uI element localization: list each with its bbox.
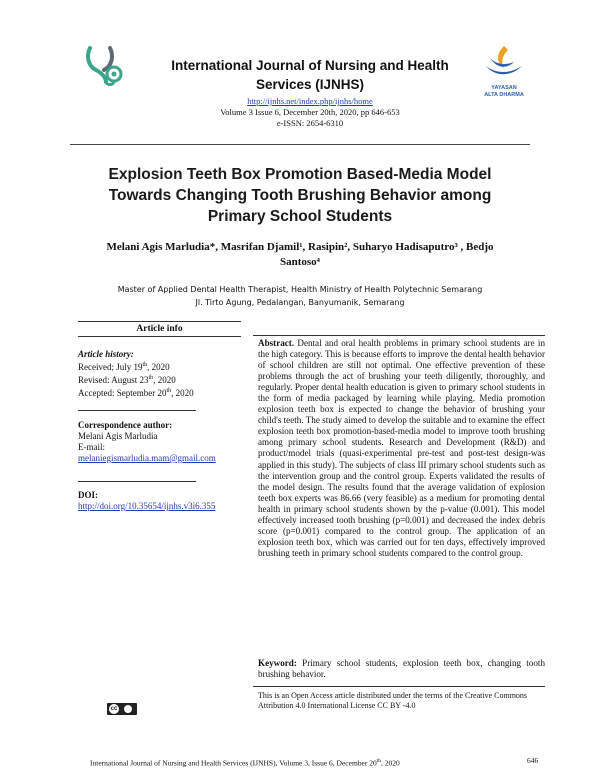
abstract-label: Abstract. [258,338,295,348]
by-icon [124,705,132,713]
email-label: E-mail: [78,442,105,452]
journal-issn: e-ISSN: 2654-6310 [276,118,344,128]
publisher-logo-text: YAYASAN ALTA DHARMA [484,85,524,98]
revised-date: Revised: August 23th, 2020 [78,375,176,385]
correspondence-name: Melani Agis Marludia [78,431,158,441]
correspondence-block [78,420,253,464]
cc-license-badge[interactable] [107,703,137,715]
accepted-date: Accepted: September 20th, 2020 [78,388,194,398]
keywords-label: Keyword: [258,658,297,668]
affiliation-line-2: Jl. Tirto Agung, Pedalangan, Banyumanik, Semarang [195,298,405,307]
cc-icon: cc [110,706,118,712]
journal-meta [160,96,460,129]
journal-volume-line: Volume 3 Issue 6, December 20th, 2020, pp 646-653 [220,107,400,117]
journal-title: International Journal of Nursing and Health Services (IJNHS) [171,58,449,92]
info-divider-1 [78,410,196,411]
keywords-divider [253,686,545,687]
journal-url-link[interactable]: http://ijnhs.net/index.php/ijnhs/home [247,96,373,106]
abstract-top-divider [253,335,545,336]
received-date: Received; July 19th, 2020 [78,362,170,372]
doi-link[interactable]: http://doi.org/10.35654/ijnhs.v3i6.355 [78,501,216,511]
article-history [78,349,253,399]
info-divider-2 [78,481,196,482]
license-text: This is an Open Access article distributed under the terms of the Creative Commons Attribution 4.0 International License CC BY -4.0 [258,691,528,710]
affiliation-line-1: Master of Applied Dental Health Therapist, Health Ministry of Health Polytechnic Semarang [117,285,483,294]
flame-icon [474,44,534,80]
paper-title: Explosion Teeth Box Promotion Based-Media Model Towards Changing Tooth Brushing Behavior among Primary School Students [108,166,492,225]
paper-affiliation [85,283,515,309]
doi-label: DOI: [78,490,98,500]
header-divider [70,144,530,145]
abstract-block [258,338,545,559]
page-number: 646 [527,756,539,765]
publisher-logo [474,44,534,102]
correspondence-label: Correspondence author: [78,420,173,430]
keywords-block [258,658,545,680]
email-link[interactable]: melaniegismarludia.mam@gmail.com [78,453,216,463]
article-info-heading: Article info [78,321,241,337]
abstract-text: Dental and oral health problems in primary school students are in the high category. This is because efforts to improve the dental health behavior of school children are still not optimal. One effective prevention of these problems through the act of brushing your teeth diligently, thoroughly, and regularly. Proper dental health education is given to primary school students in the form of media packaged by learning while playing. Media promotion explosion teeth box is expected to change the behavior of brushing your child's teeth. The study aimed to develop the suitable and to examine the effect explosion teeth box promotion-based-media model to improve tooth brushing among primary school students. Research and Development (R&D) and product/model trials (quasi-experimental pre-test and post-test design-was applied in this study). The subjects of class III primary school students such as the intervention group and the control group. Experts validated the results of the model design. The results found that the average validation of explosion teeth box experts was 86.66 (very feasible) as a medium for promoting dental health in primary school students shown by the p-value (0.001). This model effectively increased tooth brushing (p=0.001) and decreased the index debris score (p=0.001) compared to the control group. The application of an explosion teeth box, which was carried out for ten days, effectively improved brushing teeth in primary school students compared to the control group. [258,338,545,558]
doi-block [78,490,253,512]
article-history-label: Article history: [78,349,134,359]
keywords-text: Primary school students, explosion teeth box, changing tooth brushing behavior. [258,658,545,680]
page-footer: International Journal of Nursing and Health Services (IJNHS), Volume 3, Issue 6, December 20th, 2020 [90,758,400,768]
journal-logo [80,42,128,90]
paper-authors: Melani Agis Marludia*, Masrifan Djamil¹, Rasipin², Suharyo Hadisaputro³ , Bedjo Santoso⁴ [106,241,494,268]
